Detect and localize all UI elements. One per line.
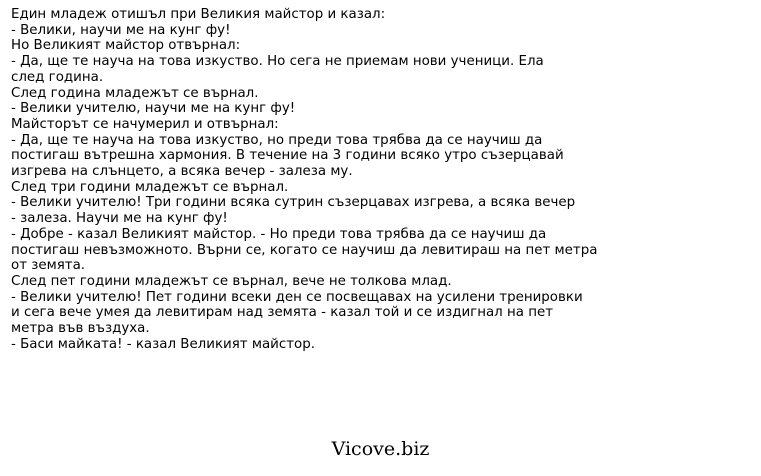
text-line: Майсторът се начумерил и отвърнал: — [11, 116, 279, 132]
text-line: от земята. — [11, 258, 86, 274]
text-line: Един младеж отишъл при Великия майстор и казал: — [11, 7, 386, 22]
text-line: - Велики, научи ме на кунг фу! — [11, 22, 231, 38]
site-watermark: Vicove.biz — [331, 438, 430, 460]
text-line: - Велики учителю, научи ме на кунг фу! — [11, 101, 296, 117]
text-line: - Добре - казал Великият майстор. - Но преди това трябва да се научиш да — [11, 226, 547, 242]
joke-text — [11, 7, 751, 352]
text-line: След година младежът се върнал. — [11, 85, 259, 101]
text-line: - залеза. Научи ме на кунг фу! — [11, 211, 228, 227]
text-line: След пет години младежът се върнал, вече не толкова млад. — [11, 273, 452, 289]
text-line: след година. — [11, 69, 104, 85]
text-line: Но Великият майстор отвърнал: — [11, 38, 241, 54]
text-line: - Велики учителю! Три години всяка сутрин съзерцавах изгрева, а всяка вечер — [11, 195, 576, 211]
text-line: постигаш невъзможното. Върни се, когато се научиш да левитираш на пет метра — [11, 242, 598, 258]
text-line: постигаш вътрешна хармония. В течение на 3 години всяко утро съзерцавай — [11, 148, 564, 164]
text-line: - Да, ще те науча на това изкуство. Но сега не приемам нови ученици. Ела — [11, 54, 544, 70]
text-line: - Велики учителю! Пет години всеки ден се посвещавах на усилени тренировки — [11, 289, 583, 305]
text-line: - Да, ще те науча на това изкуство, но преди това трябва да се научиш да — [11, 132, 543, 148]
text-line: - Баси майката! - казал Великият майстор. — [11, 336, 315, 352]
text-line: метра във въздуха. — [11, 321, 150, 337]
text-line: изгрева на слънцето, а всяка вечер - залеза му. — [11, 164, 353, 180]
text-line: След три години младежът се върнал. — [11, 179, 289, 195]
text-line: и сега вече умея да левитирам над земята - казал той и се издигнал на пет — [11, 305, 554, 321]
